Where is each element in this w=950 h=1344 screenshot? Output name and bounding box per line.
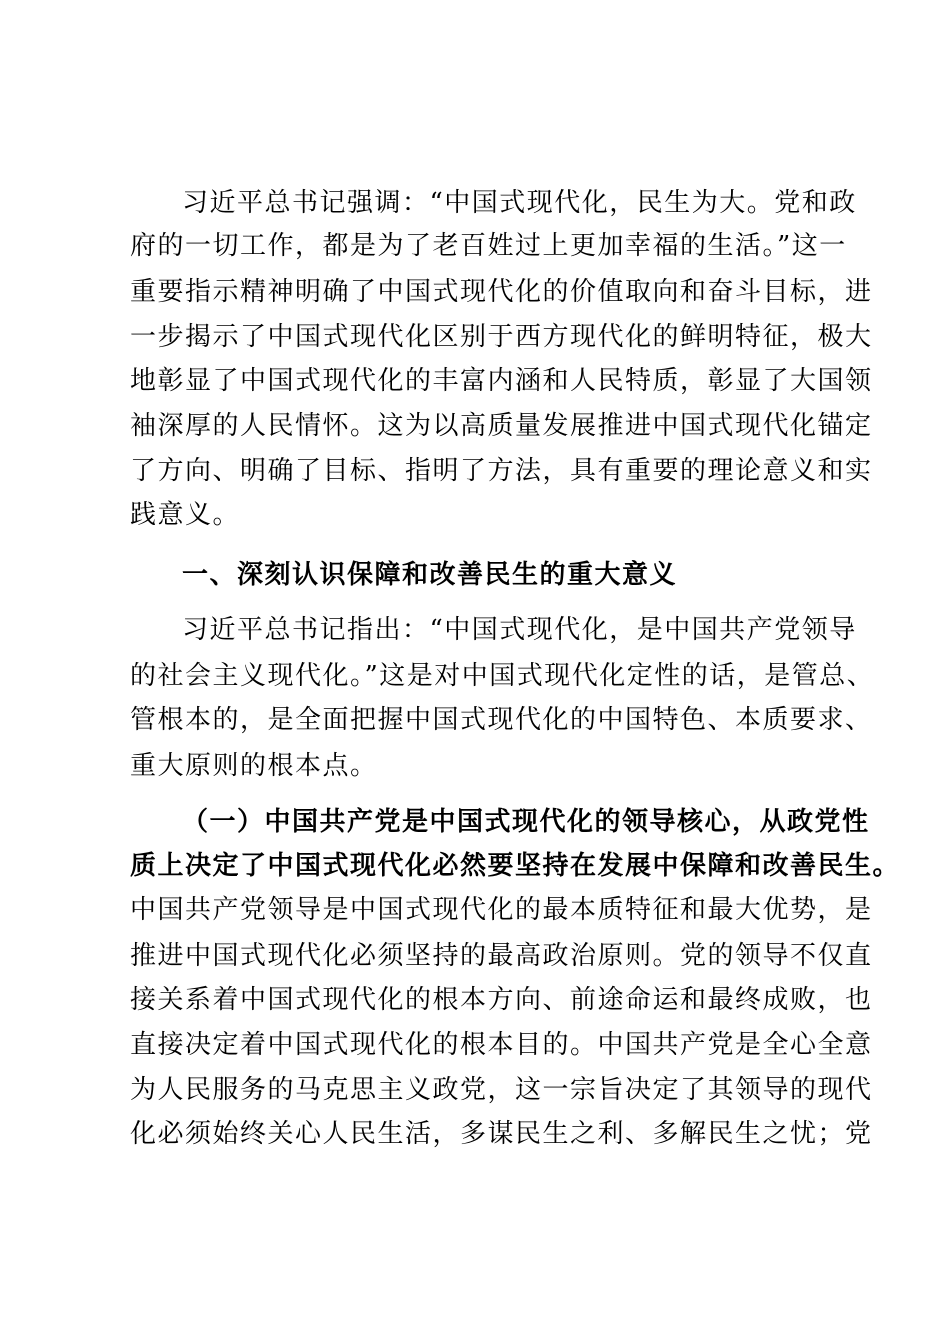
paragraph-1-line-8: 践意义。 [130, 500, 241, 530]
section-heading: 一、深刻认识保障和改善民生的重大意义 [182, 560, 678, 590]
paragraph-1-line-5: 地彰显了中国式现代化的丰富内涵和人民特质，彰显了大国领 [130, 366, 873, 396]
paragraph-3-line-6: 化必须始终关心人民生活，多谋民生之利、多解民生之忧；党 [130, 1119, 873, 1149]
subheading-line-1: （一）中国共产党是中国式现代化的领导核心，从政党性 [182, 807, 870, 837]
paragraph-3-line-1: 中国共产党领导是中国式现代化的最本质特征和最大优势，是 [130, 895, 873, 925]
paragraph-1-line-3: 重要指示精神明确了中国式现代化的价值取向和奋斗目标，进 [130, 277, 873, 307]
paragraph-1-line-1: 习近平总书记强调：“中国式现代化，民生为大。党和政 [182, 188, 857, 218]
subheading-line-2: 质上决定了中国式现代化必然要坚持在发展中保障和改善民生。 [130, 851, 901, 881]
paragraph-1-line-7: 了方向、明确了目标、指明了方法，具有重要的理论意义和实 [130, 456, 873, 486]
paragraph-3-line-2: 推进中国式现代化必须坚持的最高政治原则。党的领导不仅直 [130, 941, 873, 971]
paragraph-2-line-1: 习近平总书记指出：“中国式现代化，是中国共产党领导 [182, 615, 857, 645]
paragraph-2-line-3: 管根本的，是全面把握中国式现代化的中国特色、本质要求、 [130, 705, 873, 735]
paragraph-2-line-2: 的社会主义现代化。”这是对中国式现代化定性的话，是管总、 [130, 661, 875, 691]
paragraph-3-line-4: 直接决定着中国式现代化的根本目的。中国共产党是全心全意 [130, 1030, 873, 1060]
paragraph-3-line-3: 接关系着中国式现代化的根本方向、前途命运和最终成败，也 [130, 985, 873, 1015]
paragraph-3-line-5: 为人民服务的马克思主义政党，这一宗旨决定了其领导的现代 [130, 1075, 873, 1105]
paragraph-1-line-6: 袖深厚的人民情怀。这为以高质量发展推进中国式现代化锚定 [130, 411, 873, 441]
paragraph-2-line-4: 重大原则的根本点。 [130, 751, 378, 781]
paragraph-1-line-2: 府的一切工作，都是为了老百姓过上更加幸福的生活。”这一 [130, 231, 847, 261]
paragraph-1-line-4: 一步揭示了中国式现代化区别于西方现代化的鲜明特征，极大 [130, 322, 873, 352]
